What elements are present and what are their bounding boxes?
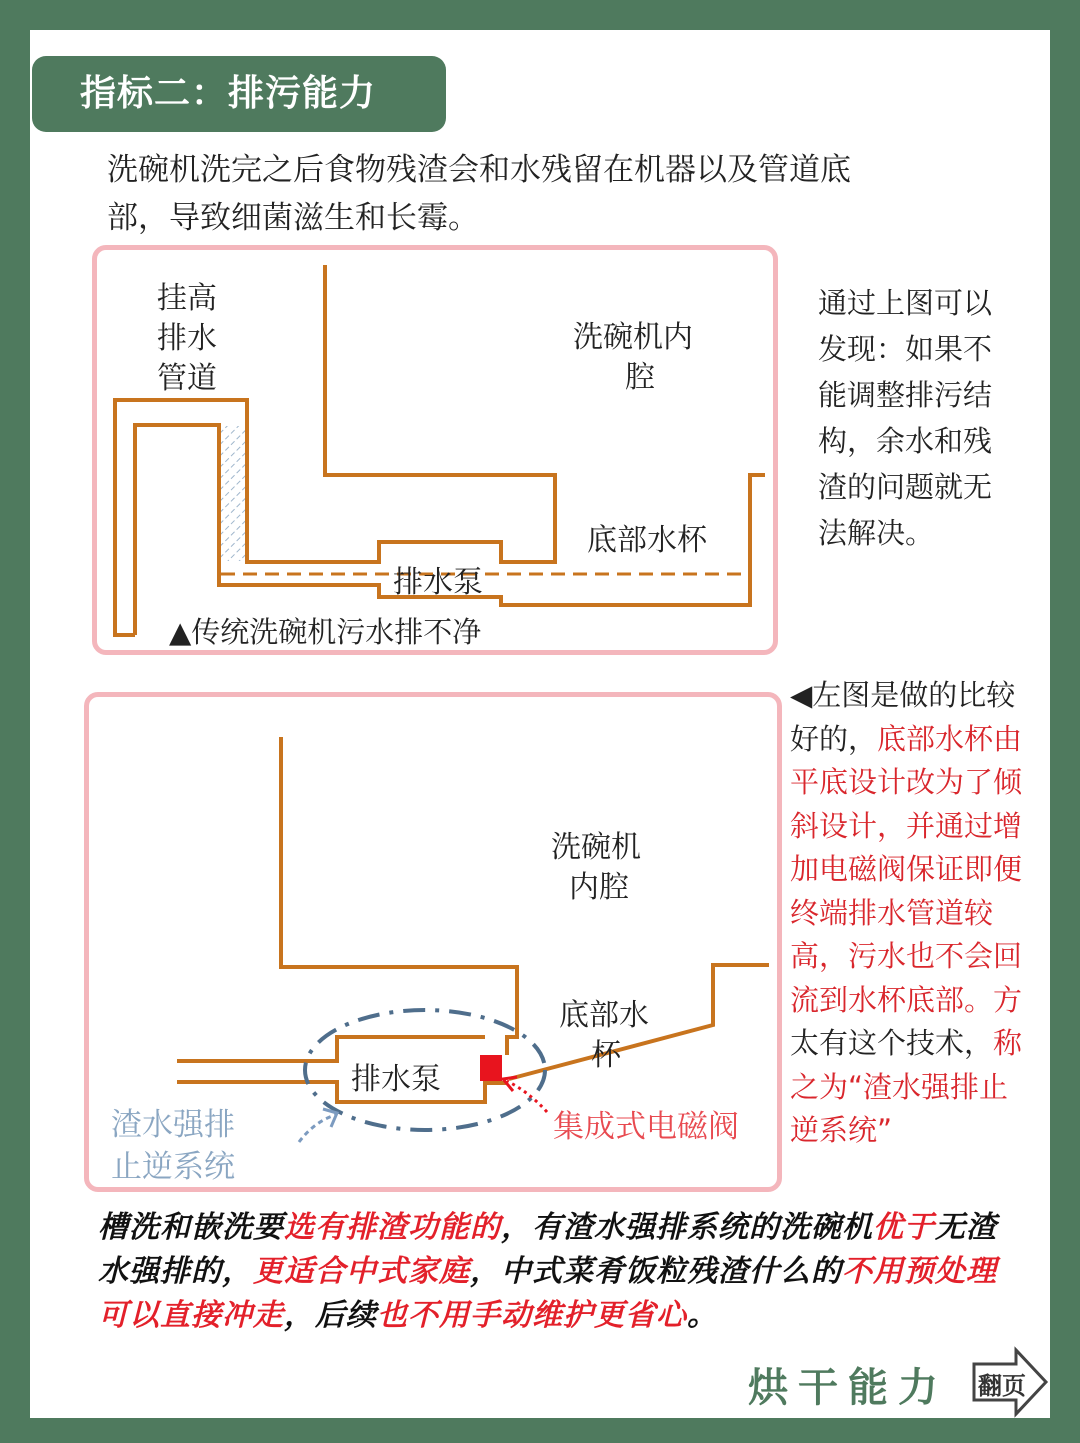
next-section-label[interactable]: 烘干能力 [748,1365,948,1411]
bottom-seg3: ，有渣水强排系统的洗碗机 [501,1210,873,1245]
note2-part2: 底部水杯由平底设计改为了倾斜设计，并通过增加电磁阀保证即便终端排水管道较高，污水也不会回流到水杯底部。方 [790,721,1023,1017]
bottom-seg8: 不用预处理可以直接冲走 [98,1254,997,1333]
bottom-seg6: 更适合中式家庭 [253,1254,470,1289]
chamber-label-1: 洗碗机 [551,830,641,865]
note2-part1: ◀左图是做的比较好的， [790,678,1016,756]
system-label-2: 止逆系统 [111,1149,235,1185]
page-turn-button-label[interactable]: 翻页 [978,1372,1026,1400]
cup-label-2: 杯 [591,1038,621,1073]
chamber-label-1: 洗碗机内 [573,320,693,355]
pump-label: 排水泵 [351,1062,441,1097]
bottom-seg2: 选有排渣功能的 [284,1210,501,1245]
cup-label-1: 底部水 [559,998,649,1033]
intro-text: 洗碗机洗完之后食物残渣会和水残留在机器以及管道底部，导致细菌滋生和长霉。 [107,152,851,236]
section-title: 指标二：排污能力 [32,56,446,132]
cup-label: 底部水杯 [587,523,707,558]
note-improved [790,674,1030,1153]
note-observation: 通过上图可以发现：如果不能调整排污结构，余水和残渣的问题就无法解决。 [818,286,993,550]
conclusion-text [98,1206,998,1338]
valve-label: 集成式电磁阀 [553,1109,739,1145]
bottom-seg5: 无渣水强排的， [98,1210,997,1289]
pump-label: 排水泵 [393,565,483,600]
pipe-label-2: 排水 [157,321,217,356]
bottom-seg10: 也不用手动维护更省心 [377,1298,687,1333]
pipe-label-3: 管道 [157,361,217,396]
diagram-improved [84,692,782,1192]
pipe-label-1: 挂高 [157,281,217,316]
bottom-seg1: 槽洗和嵌洗要 [98,1210,284,1245]
solenoid-valve [480,1055,502,1081]
note2-part4: 称之为“渣水强排止逆系统” [790,1026,1023,1147]
note2-part3: 太有这个技术， [790,1026,994,1060]
bottom-seg9: ，后续 [284,1298,377,1333]
residue-hatch [221,426,245,561]
chamber-label-2: 腔 [625,360,655,395]
diagram-improved-drawing [89,697,787,1197]
diagram-traditional-drawing [97,250,783,660]
bottom-seg7: ，中式菜肴饭粒残渣什么的 [470,1254,842,1289]
chamber-label-2: 内腔 [569,870,629,905]
diagram-traditional [92,245,778,655]
diagram1-caption: ▲传统洗碗机污水排不净 [169,615,482,649]
system-label-1: 渣水强排 [111,1107,235,1143]
bottom-seg4: 优于 [873,1210,935,1245]
bottom-seg11: 。 [687,1298,718,1333]
